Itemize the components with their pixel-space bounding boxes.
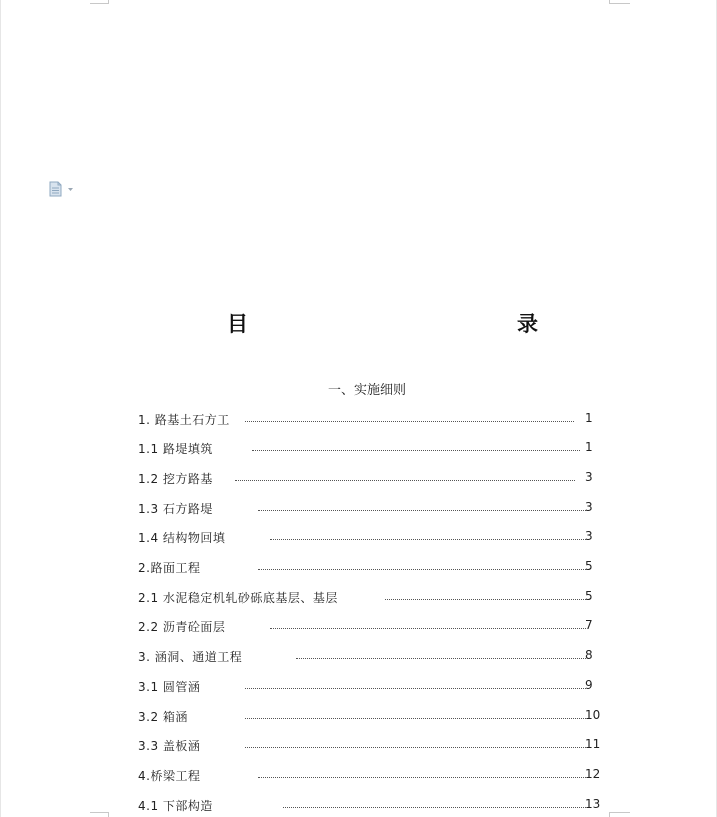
toc-leader-dots [235, 480, 575, 481]
toc-entry-label: 1.2 挖方路基 [138, 472, 213, 486]
crop-mark-top-right [609, 0, 610, 4]
toc-entry-page: 5 [585, 589, 593, 603]
toc-entry-label: 1.3 石方路堤 [138, 502, 213, 516]
section-heading: 一、实施细则 [328, 383, 407, 398]
toc-entry-page: 3 [585, 500, 593, 514]
toc-entry[interactable] [0, 587, 717, 607]
toc-leader-dots [296, 658, 586, 659]
toc-entry[interactable] [0, 735, 717, 755]
toc-title [0, 308, 717, 338]
document-icon [50, 182, 61, 196]
toc-entry-page: 12 [585, 767, 601, 781]
toc-entry[interactable] [0, 409, 717, 429]
toc-entry-page: 7 [585, 618, 593, 632]
toc-entry-page: 8 [585, 648, 593, 662]
toc-leader-dots [258, 777, 586, 778]
toc-leader-dots [270, 539, 586, 540]
toc-entry[interactable] [0, 676, 717, 696]
toc-title-left: 目 [227, 312, 248, 336]
toc-leader-dots [245, 688, 586, 689]
toc-entry-page: 3 [585, 529, 593, 543]
document-options-button[interactable] [48, 181, 76, 197]
crop-mark-top-right [610, 3, 630, 4]
toc-entry[interactable] [0, 498, 717, 518]
toc-entry-label: 1.4 结构物回填 [138, 531, 226, 545]
toc-entry-label: 3.1 圆管涵 [138, 680, 201, 694]
toc-entry-label: 2.2 沥青砼面层 [138, 620, 226, 634]
crop-mark-top-left [108, 0, 109, 4]
toc-entry-page: 10 [585, 708, 601, 722]
toc-entry-label: 1.1 路堤填筑 [138, 442, 213, 456]
toc-entry[interactable] [0, 557, 717, 577]
toc-entry-label: 1. 路基土石方工 [138, 413, 230, 427]
toc-title-right: 录 [517, 312, 538, 336]
toc-leader-dots [245, 747, 586, 748]
toc-leader-dots [270, 628, 586, 629]
toc-entry-label: 2.路面工程 [138, 561, 201, 575]
toc-entry[interactable] [0, 616, 717, 636]
toc-leader-dots [245, 718, 586, 719]
toc-entry-label: 4.1 下部构造 [138, 799, 213, 813]
toc-entry-page: 1 [585, 411, 593, 425]
toc-entry-page: 1 [585, 440, 593, 454]
toc-leader-dots [252, 450, 580, 451]
toc-entry-page: 5 [585, 559, 593, 573]
toc-entry-page: 3 [585, 470, 593, 484]
toc-entry-label: 3.3 盖板涵 [138, 739, 201, 753]
toc-entry-label: 3.2 箱涵 [138, 710, 188, 724]
toc-leader-dots [245, 421, 574, 422]
toc-entry-page: 13 [585, 797, 601, 811]
toc-entry[interactable] [0, 646, 717, 666]
toc-entry-label: 4.桥梁工程 [138, 769, 201, 783]
toc-entry[interactable] [0, 468, 717, 488]
toc-leader-dots [283, 807, 586, 808]
toc-entry-label: 3. 涵洞、通道工程 [138, 650, 243, 664]
toc-leader-dots [385, 599, 586, 600]
toc-leader-dots [258, 569, 586, 570]
toc-leader-dots [258, 510, 586, 511]
chevron-down-icon [68, 188, 73, 191]
toc-entry[interactable] [0, 706, 717, 726]
toc-entry-page: 9 [585, 678, 593, 692]
toc-entry[interactable] [0, 765, 717, 785]
toc-entry[interactable] [0, 795, 717, 815]
toc-entry[interactable] [0, 527, 717, 547]
toc-entry-label: 2.1 水泥稳定机轧砂砾底基层、基层 [138, 591, 338, 605]
crop-mark-top-left [90, 3, 108, 4]
toc-entry-page: 11 [585, 737, 601, 751]
toc-entry[interactable] [0, 438, 717, 458]
